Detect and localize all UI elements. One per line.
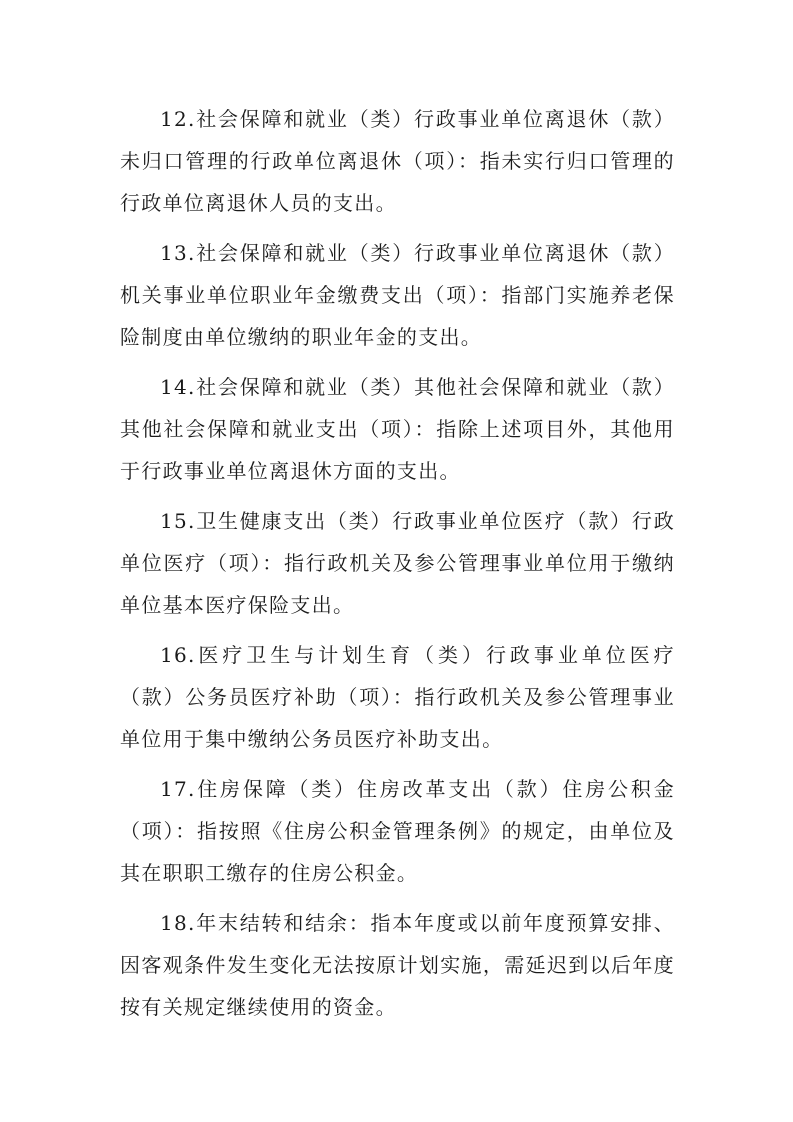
paragraph-item-14: 14.社会保障和就业（类）其他社会保障和就业（款）其他社会保障和就业支出（项）：指除上述项目外，其他用于行政事业单位离退休方面的支出。 — [120, 375, 675, 483]
paragraph-item-17: 17.住房保障（类）住房改革支出（款）住房公积金（项）：指按照《住房公积金管理条例》的规定，由单位及其在职职工缴存的住房公积金。 — [120, 777, 675, 885]
paragraph-item-15: 15.卫生健康支出（类）行政事业单位医疗（款）行政单位医疗（项）：指行政机关及参公管理事业单位用于缴纳单位基本医疗保险支出。 — [120, 509, 675, 617]
paragraph-item-12: 12.社会保障和就业（类）行政事业单位离退休（款）未归口管理的行政单位离退休（项）：指未实行归口管理的行政单位离退休人员的支出。 — [120, 107, 675, 215]
document-body — [120, 98, 675, 1036]
paragraph-item-16: 16.医疗卫生与计划生育（类）行政事业单位医疗（款）公务员医疗补助（项）：指行政机关及参公管理事业单位用于集中缴纳公务员医疗补助支出。 — [120, 643, 675, 751]
paragraph-item-18: 18.年末结转和结余：指本年度或以前年度预算安排、因客观条件发生变化无法按原计划实施，需延迟到以后年度按有关规定继续使用的资金。 — [120, 911, 675, 1019]
paragraph-item-13: 13.社会保障和就业（类）行政事业单位离退休（款）机关事业单位职业年金缴费支出（项）：指部门实施养老保险制度由单位缴纳的职业年金的支出。 — [120, 241, 675, 349]
